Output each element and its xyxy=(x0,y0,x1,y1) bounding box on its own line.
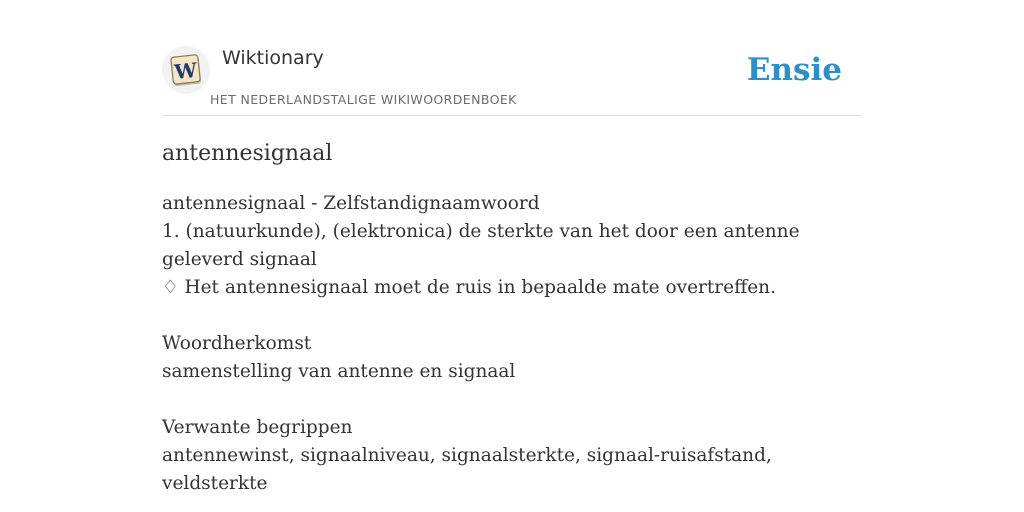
page-title: antennesignaal xyxy=(162,141,333,166)
brand-logo[interactable]: Ensie xyxy=(746,52,842,88)
site-name[interactable]: Wiktionary xyxy=(222,47,324,69)
word-type: antennesignaal - Zelfstandignaamwoord xyxy=(162,193,540,214)
entry-content xyxy=(162,138,862,498)
example-sentence: ♢ Het antennesignaal moet de ruis in bepaalde mate overtreffen. xyxy=(162,277,776,298)
spacer xyxy=(162,386,862,414)
spacer xyxy=(162,302,862,330)
logo-letter: W xyxy=(173,57,199,85)
etymology-heading: Woordherkomst xyxy=(162,333,312,354)
logo-tile-graphic xyxy=(166,50,206,90)
site-tagline: HET NEDERLANDSTALIGE WIKIWOORDENBOEK xyxy=(210,92,517,107)
etymology-text: samenstelling van antenne en signaal xyxy=(162,361,516,382)
related-terms: antennewinst, signaalniveau, signaalsterkte, signaal-ruisafstand, veldsterkte xyxy=(162,445,772,494)
definition: 1. (natuurkunde), (elektronica) de sterkte van het door een antenne geleverd signaal xyxy=(162,221,800,270)
site-header xyxy=(162,40,862,116)
wiktionary-logo-icon[interactable] xyxy=(162,46,210,94)
related-heading: Verwante begrippen xyxy=(162,417,353,438)
